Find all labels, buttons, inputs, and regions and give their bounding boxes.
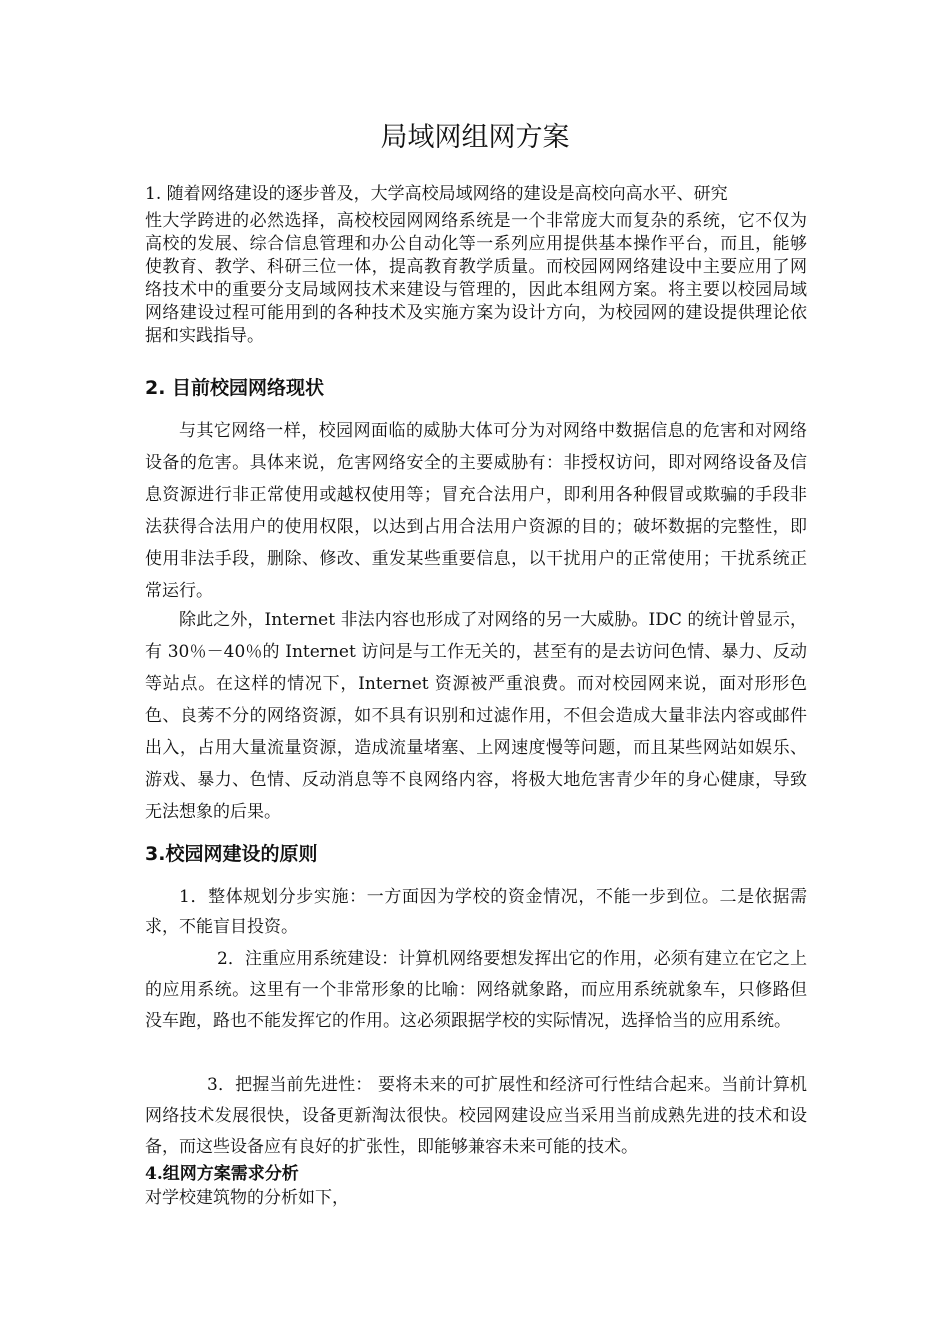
section-2-heading: 2. 目前校园网络现状: [145, 377, 325, 399]
section-2-paragraph-2: 除此之外，Internet 非法内容也形成了对网络的另一大威胁。IDC 的统计曾显示，有 30％－40％的 Internet 访问是与工作无关的，甚至有的是去访问色情、暴力、反动等站点。在这样的情况下，Internet 资源被严重浪费。而对校园网来说，面对形形色色、良莠不分的网络资源，如不具有识别和过滤作用，不但会造成大量非法内容或邮件出入，占用大量流量资源，造成流量堵塞、上网速度慢等问题，而且某些网站如娱乐、游戏、暴力、色情、反动消息等不良网络内容，将极大地危害青少年的身心健康，导致无法想象的后果。: [145, 610, 807, 822]
section-3-heading: 3.校园网建设的原则: [145, 843, 318, 865]
document-title: 局域网组网方案: [380, 122, 570, 153]
section-4-heading: 4.组网方案需求分析: [145, 1164, 299, 1184]
section-3-item-2: 2．注重应用系统建设：计算机网络要想发挥出它的作用，必须有建立在它之上的应用系统。这里有一个非常形象的比喻：网络就象路，而应用系统就象车，只修路但没车跑，路也不能发挥它的作用。这必须跟据学校的实际情况，选择恰当的应用系统。: [145, 949, 807, 1031]
section-3-item-3: 3．把握当前先进性： 要将未来的可扩展性和经济可行性结合起来。当前计算机网络技术发展很快，设备更新淘汰很快。校园网建设应当采用当前成熟先进的技术和设备，而这些设备应有良好的扩张性，即能够兼容未来可能的技术。: [145, 1075, 807, 1157]
intro-paragraph: [145, 180, 807, 348]
section-2-paragraph-1: 与其它网络一样，校园网面临的威胁大体可分为对网络中数据信息的危害和对网络设备的危害。具体来说，危害网络安全的主要威胁有：非授权访问，即对网络设备及信息资源进行非正常使用或越权使用等；冒充合法用户，即利用各种假冒或欺骗的手段非法获得合法用户的使用权限，以达到占用合法用户资源的目的；破坏数据的完整性，即使用非法手段，删除、修改、重发某些重要信息，以干扰用户的正常使用；干扰系统正常运行。: [145, 421, 807, 601]
section-3-item-1: 1．整体规划分步实施：一方面因为学校的资金情况，不能一步到位。二是依据需求，不能盲目投资。: [145, 887, 807, 937]
intro-body: 性大学跨进的必然选择，高校校园网网络系统是一个非常庞大而复杂的系统，它不仅为高校的发展、综合信息管理和办公自动化等一系列应用提供基本操作平台，而且，能够使教育、教学、科研三位一体，提高教育教学质量。而校园网网络建设中主要应用了网络技术中的重要分支局域网技术来建设与管理的，因此本组网方案。将主要以校园局域网络建设过程可能用到的各种技术及实施方案为设计方向，为校园网的建设提供理论依据和实践指导。: [145, 211, 807, 346]
intro-lead-line: 1. 随着网络建设的逐步普及，大学高校局域网络的建设是高校向高水平、研究: [145, 184, 728, 204]
section-4-paragraph: 对学校建筑物的分析如下，: [145, 1188, 349, 1208]
